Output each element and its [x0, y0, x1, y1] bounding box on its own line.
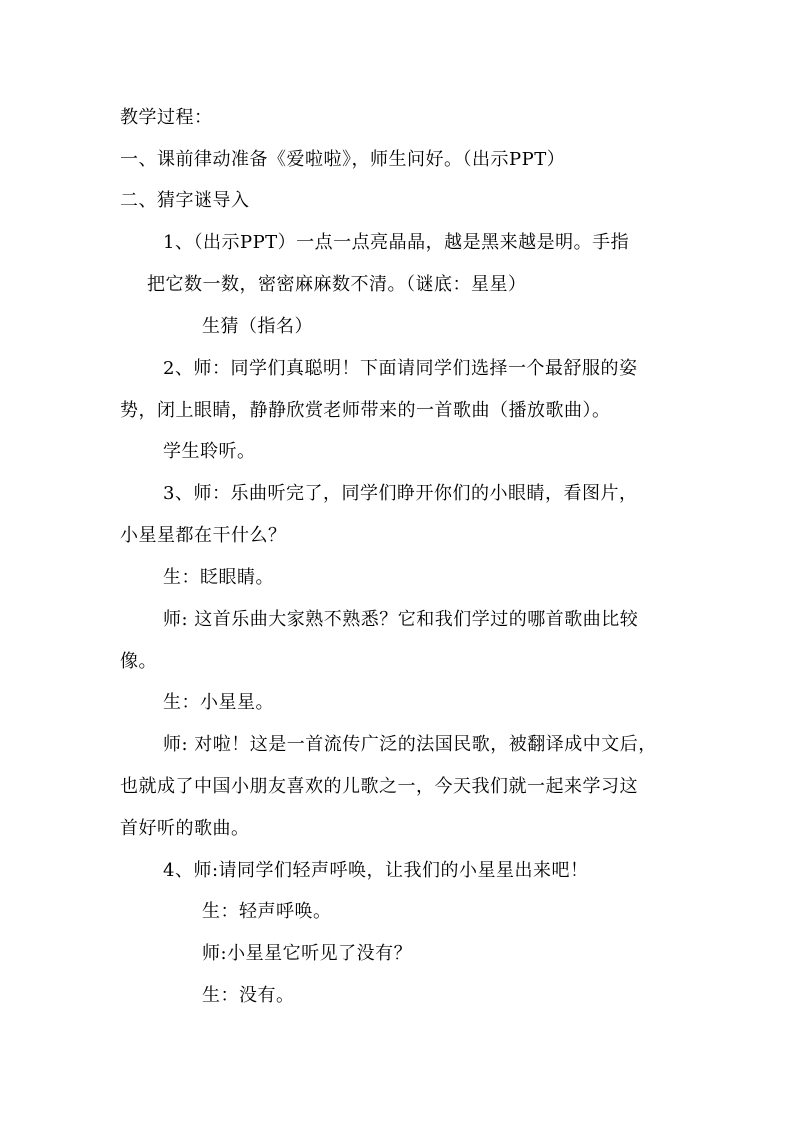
student-no-answer: 生：没有。: [202, 985, 295, 1006]
teacher-heard-question: 师:小星星它听见了没有？: [202, 943, 413, 964]
paragraph-2-line-1: 2、师：同学们真聪明！下面请同学们选择一个最舒服的姿: [163, 358, 638, 379]
student-listen-line: 学生聆听。: [163, 441, 256, 462]
paragraph-3-line-2: 小星星都在干什么？: [120, 525, 287, 546]
teacher-question-line-1: 师: 这首乐曲大家熟不熟悉？它和我们学过的哪首歌曲比较: [163, 609, 639, 630]
paragraph-3-line-1: 3、师：乐曲听完了，同学们睁开你们的小眼睛，看图片，: [163, 483, 638, 504]
student-answer-little-star: 生：小星星。: [163, 692, 274, 713]
step-4-line: 4、师:请同学们轻声呼唤，让我们的小星星出来吧！: [163, 860, 589, 881]
teacher-explain-line-2: 也就成了中国小朋友喜欢的儿歌之一，今天我们就一起来学习这: [120, 776, 638, 797]
teacher-explain-line-1: 师: 对啦！这是一首流传广泛的法国民歌，被翻译成中文后，: [163, 734, 657, 755]
student-guess-line: 生猜（指名）: [202, 316, 313, 337]
riddle-line-2: 把它数一数，密密麻麻数不清。（谜底：星星）: [147, 274, 527, 295]
teacher-question-line-2: 像。: [120, 651, 157, 672]
student-answer-blink: 生：眨眼睛。: [163, 567, 274, 588]
section-heading-teaching-process: 教学过程：: [120, 107, 213, 128]
student-softly-call: 生：轻声呼唤。: [202, 901, 332, 922]
step-one-line: 一、课前律动准备《爱啦啦》，师生问好。（出示PPT）: [120, 149, 566, 170]
step-two-heading: 二、猜字谜导入: [120, 190, 250, 211]
paragraph-2-line-2: 势，闭上眼睛，静静欣赏老师带来的一首歌曲（播放歌曲）。: [120, 400, 611, 421]
riddle-line-1: 1、（出示PPT）一点一点亮晶晶，越是黑来越是明。手指: [163, 232, 630, 253]
teacher-explain-line-3: 首好听的歌曲。: [120, 818, 250, 839]
